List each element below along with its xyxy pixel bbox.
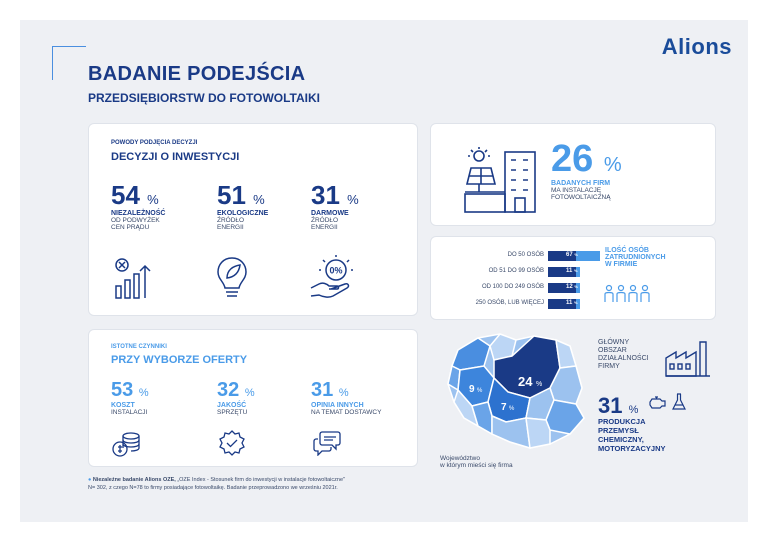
stat-label: KOSZT	[111, 402, 135, 409]
installs-value: 26	[551, 138, 594, 180]
stat-pct: %	[338, 387, 349, 399]
decision-stat-2	[217, 182, 268, 232]
stat-pct: %	[244, 387, 255, 399]
industry-pct: %	[628, 404, 639, 416]
decision-stat-1	[111, 182, 165, 232]
stat-sub: ENERGII	[311, 224, 338, 232]
stat-label: JAKOŚĆ	[217, 402, 247, 409]
eco-bulb-icon	[215, 254, 249, 300]
employee-bar-label: 250 OSÓB, LUB WIĘCEJ	[475, 300, 544, 306]
flask-icon	[672, 393, 686, 411]
employee-bar-track	[548, 251, 598, 261]
industry-label: PRZEMYSŁ	[598, 426, 639, 435]
employees-title-line: W FIRMIE	[605, 261, 638, 268]
stat-value: 31	[311, 379, 334, 401]
map-caption-line: w którym mieści się firma	[440, 462, 513, 470]
employee-bar-row	[440, 251, 600, 263]
installs-stat	[551, 140, 622, 202]
map-center-value: 24	[518, 374, 533, 389]
footnote-bullet: ●	[88, 477, 93, 483]
footnote-text: N= 302, z czego N=78 to firmy posiadające fotowoltaikę. Badanie przeprowadzono we wrześniu 2021r.	[88, 485, 338, 492]
industry-lead-line: DZIAŁALNOŚCI	[598, 355, 649, 363]
corner-decoration	[52, 46, 86, 80]
chat-icon	[313, 430, 341, 456]
map-mid-pct: %	[509, 406, 515, 412]
zero-percent-hand-icon	[309, 254, 355, 300]
stat-sub: ŹRÓDŁO	[311, 217, 339, 224]
employee-bar-value: 11 %	[566, 300, 578, 306]
employees-title-line: ILOŚĆ OSÓB	[605, 247, 649, 254]
map-caption	[440, 455, 513, 470]
solar-building-icon	[461, 146, 541, 214]
stat-label: NIEZALEŻNOŚĆ	[111, 210, 166, 217]
industry-value: 31	[598, 393, 623, 418]
stat-sub: SPRZĘTU	[217, 409, 248, 416]
map-region	[526, 418, 550, 448]
map-left-value: 9	[469, 384, 475, 395]
stat-label: OPINIA INNYCH	[311, 402, 364, 409]
stat-value: 32	[217, 379, 240, 401]
industry-label: PRODUKCJA	[598, 417, 646, 426]
stat-label: EKOLOGICZNE	[217, 210, 269, 217]
stat-label: DARMOWE	[311, 210, 349, 217]
people-group-icon	[604, 284, 650, 304]
stat-sub: NA TEMAT DOSTAWCY	[311, 409, 382, 416]
offer-card	[88, 329, 418, 467]
poland-map	[438, 326, 594, 454]
stat-sub: INSTALACJI	[111, 409, 148, 416]
offer-stat-3	[311, 380, 381, 416]
map-left-pct: %	[477, 388, 483, 394]
employee-bar-row	[440, 283, 600, 295]
decision-small-heading: POWODY PODJĘCIA DECYZJI	[111, 140, 198, 146]
industry-lead-line: OBSZAR	[598, 347, 627, 355]
coins-icon	[111, 430, 141, 458]
stat-pct: %	[138, 387, 149, 399]
stat-sub: OD PODWYŻEK	[111, 217, 160, 224]
map-center-pct: %	[536, 381, 543, 388]
decision-heading: DECYZJI O INWESTYCJI	[111, 151, 240, 163]
stat-value: 31	[311, 180, 340, 210]
svg-text:0%: 0%	[329, 265, 343, 276]
page-subtitle: PRZEDSIĘBIORSTW DO FOTOWOLTAIKI	[88, 91, 320, 105]
industry-label: CHEMICZNY,	[598, 435, 644, 444]
installs-card	[430, 123, 716, 226]
stat-sub: ENERGII	[217, 224, 244, 232]
employee-bar-row	[440, 267, 600, 279]
employee-bar-row	[440, 299, 600, 311]
employee-bar-label: OD 100 DO 249 OSÓB	[481, 284, 544, 290]
employee-bar-track	[548, 267, 598, 277]
stat-sub: ŹRÓDŁO	[217, 217, 245, 224]
stat-value: 51	[217, 180, 246, 210]
rising-bars-icon	[113, 256, 153, 300]
installs-sub: FOTOWOLTAICZNĄ	[551, 194, 611, 202]
map-caption-line: Województwo	[440, 455, 480, 462]
employee-bar-label: DO 50 OSÓB	[507, 252, 544, 258]
installs-sub: MA INSTALACJĘ	[551, 187, 602, 194]
employee-bar-value: 12 %	[566, 284, 578, 290]
stat-pct: %	[147, 192, 159, 207]
stat-pct: %	[253, 192, 265, 207]
offer-stat-2	[217, 380, 255, 416]
decision-stat-3	[311, 182, 359, 232]
map-region	[546, 400, 584, 434]
quality-badge-icon	[219, 430, 245, 456]
employee-bar-value: 11 %	[566, 268, 578, 274]
footnote-text: „OZE Index - Stosunek firm do inwestycji w instalacje fotowoltaiczne"	[175, 477, 345, 483]
factory-icon	[664, 338, 712, 378]
offer-small-heading: ISTOTNE CZYNNIKI	[111, 344, 167, 350]
industry-lead-line: FIRMY	[598, 363, 620, 371]
employees-title	[605, 247, 666, 268]
map-region	[472, 402, 492, 434]
map-region	[556, 340, 576, 368]
offer-heading: PRZY WYBORZE OFERTY	[111, 354, 248, 366]
stat-value: 53	[111, 379, 134, 401]
employee-bar-label: OD 51 DO 99 OSÓB	[488, 268, 544, 274]
footnote	[88, 476, 345, 493]
employee-bar-track	[548, 299, 598, 309]
employee-bar-value: 67 %	[566, 252, 578, 258]
stat-pct: %	[347, 192, 359, 207]
industry-lead	[598, 339, 649, 371]
decision-card	[88, 123, 418, 316]
offer-stat-1	[111, 380, 149, 416]
employee-bar-track	[548, 283, 598, 293]
engine-icon	[648, 396, 668, 410]
footnote-bold: Niezależne badanie Alions OZE,	[92, 477, 176, 483]
employees-title-line: ZATRUDNIONYCH	[605, 254, 666, 261]
map-mid-value: 7	[501, 402, 507, 413]
installs-label: BADANYCH FIRM	[551, 180, 611, 187]
industry-lead-line: GŁÓWNY	[598, 339, 630, 346]
employee-bar-accent	[576, 251, 600, 261]
page-title: BADANIE PODEJŚCIA	[88, 63, 306, 85]
brand-logo: Alions	[661, 34, 732, 59]
stat-sub: CEN PRĄDU	[111, 224, 150, 232]
installs-pct: %	[603, 154, 622, 176]
stat-value: 54	[111, 180, 140, 210]
industry-label: MOTORYZACYJNY	[598, 444, 666, 453]
map-region	[492, 416, 530, 448]
